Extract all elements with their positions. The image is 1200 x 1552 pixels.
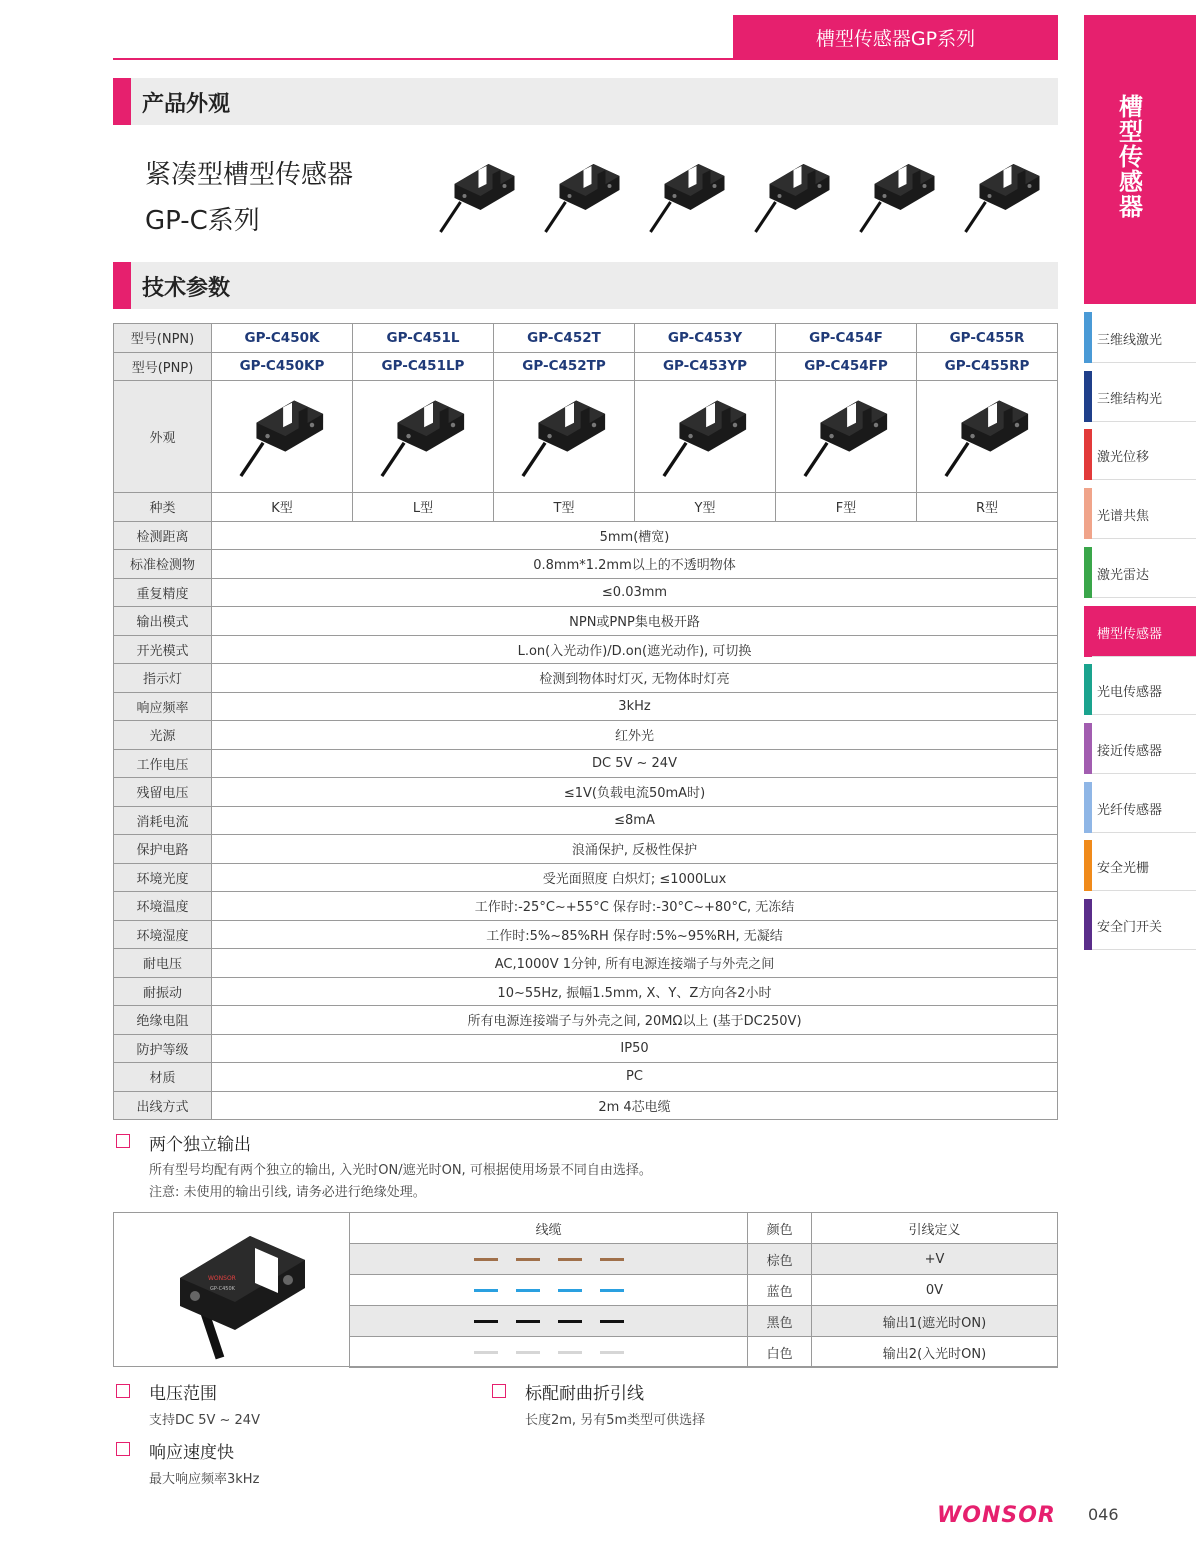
- spec-row: [114, 977, 1058, 1006]
- sidebar-color-strip: [1084, 488, 1092, 539]
- brand-logo: WONSOR: [937, 1503, 1056, 1528]
- spec-value: AC,1000V 1分钟, 所有电源连接端子与外壳之间: [212, 949, 1058, 978]
- spec-label: 耐电压: [114, 949, 212, 978]
- wire-table: [349, 1212, 1058, 1368]
- section-marker: [113, 78, 131, 125]
- wire-definition: +V: [811, 1244, 1057, 1275]
- spec-label: 残留电压: [114, 778, 212, 807]
- sensor-image: [640, 150, 735, 244]
- spec-label: 环境湿度: [114, 920, 212, 949]
- sensor-image: [745, 150, 840, 244]
- type-label: 种类: [114, 493, 212, 522]
- spec-value: 工作时:5%~85%RH 保存时:5%~95%RH, 无凝结: [212, 920, 1058, 949]
- wire-row: [350, 1275, 1058, 1306]
- spec-row: [114, 892, 1058, 921]
- pnp-label: 型号(PNP): [114, 352, 212, 381]
- sidebar-item-label: 光纤传感器: [1097, 802, 1163, 818]
- spec-label: 保护电路: [114, 835, 212, 864]
- wire-dash: [474, 1320, 498, 1323]
- pnp-model: GP-C454FP: [776, 352, 917, 381]
- spec-value: IP50: [212, 1034, 1058, 1063]
- spec-value: 10~55Hz, 振幅1.5mm, X、Y、Z方向各2小时: [212, 977, 1058, 1006]
- spec-row: [114, 1091, 1058, 1120]
- spec-value: 0.8mm*1.2mm以上的不透明物体: [212, 550, 1058, 579]
- spec-label: 检测距离: [114, 521, 212, 550]
- wire-swatch: [350, 1275, 748, 1306]
- sidebar-item[interactable]: [1084, 664, 1196, 715]
- appearance-image: [494, 381, 635, 493]
- spec-value: 3kHz: [212, 692, 1058, 721]
- spec-label: 出线方式: [114, 1091, 212, 1120]
- spec-value: 工作时:-25°C~+55°C 保存时:-30°C~+80°C, 无冻结: [212, 892, 1058, 921]
- wire-header: 引线定义: [811, 1213, 1057, 1244]
- spec-value: PC: [212, 1063, 1058, 1092]
- wire-color: 白色: [748, 1337, 812, 1368]
- sidebar-item-label: 三维结构光: [1097, 391, 1163, 407]
- wire-definition: 输出1(遮光时ON): [811, 1306, 1057, 1337]
- sidebar-color-strip: [1084, 312, 1092, 363]
- wire-row: [350, 1244, 1058, 1275]
- svg-text:WONSOR: WONSOR: [208, 1275, 236, 1282]
- outputs-desc: 所有型号均配有两个独立的输出, 入光时ON/遮光时ON, 可根据使用场景不同自由选择。: [149, 1163, 652, 1178]
- section-title: 技术参数: [142, 276, 231, 301]
- spec-label: 响应频率: [114, 692, 212, 721]
- wire-row: [350, 1306, 1058, 1337]
- sensor-image: [955, 150, 1050, 244]
- spec-label: 光源: [114, 721, 212, 750]
- sidebar-item-label: 激光位移: [1097, 450, 1150, 466]
- spec-row: [114, 749, 1058, 778]
- spec-value: DC 5V ~ 24V: [212, 749, 1058, 778]
- appearance-label: 外观: [114, 381, 212, 493]
- spec-label: 消耗电流: [114, 806, 212, 835]
- appearance-image: [917, 381, 1058, 493]
- spec-value: 受光面照度 白炽灯; ≤1000Lux: [212, 863, 1058, 892]
- sidebar-item-label: 安全光栅: [1097, 861, 1150, 877]
- voltage-title: 电压范围: [149, 1384, 217, 1404]
- svg-text:GP-C450K: GP-C450K: [210, 1286, 235, 1292]
- sidebar-item[interactable]: [1084, 312, 1196, 363]
- speed-text: 最大响应频率3kHz: [149, 1472, 260, 1487]
- spec-value: ≤0.03mm: [212, 578, 1058, 607]
- type-cell: Y型: [635, 493, 776, 522]
- wire-dash: [474, 1289, 498, 1292]
- sidebar-item-label: 三维线激光: [1097, 333, 1163, 348]
- sidebar-item[interactable]: [1084, 723, 1196, 774]
- wire-header: 颜色: [748, 1213, 812, 1244]
- spec-label: 环境温度: [114, 892, 212, 921]
- spec-label: 环境光度: [114, 863, 212, 892]
- checkbox-icon: [116, 1442, 130, 1456]
- wire-dash: [600, 1258, 624, 1261]
- spec-row: [114, 550, 1058, 579]
- spec-row: [114, 949, 1058, 978]
- pnp-model: GP-C453YP: [635, 352, 776, 381]
- product-series: GP-C系列: [145, 206, 260, 236]
- sensor-photo: [160, 1218, 320, 1363]
- sidebar-item-label: 光电传感器: [1097, 685, 1163, 701]
- section-title: 产品外观: [142, 92, 231, 117]
- sensor-image: [850, 150, 945, 244]
- type-cell: F型: [776, 493, 917, 522]
- spec-row: [114, 863, 1058, 892]
- spec-value: 红外光: [212, 721, 1058, 750]
- type-cell: T型: [494, 493, 635, 522]
- appearance-image: [635, 381, 776, 493]
- sidebar-color-strip: [1084, 429, 1092, 480]
- spec-row: [114, 692, 1058, 721]
- type-cell: K型: [212, 493, 353, 522]
- spec-label: 工作电压: [114, 749, 212, 778]
- spec-label: 绝缘电阻: [114, 1006, 212, 1035]
- spec-value: NPN或PNP集电极开路: [212, 607, 1058, 636]
- sensor-image: [430, 150, 525, 244]
- spec-label: 防护等级: [114, 1034, 212, 1063]
- sidebar-item[interactable]: [1084, 782, 1196, 833]
- appearance-image: [776, 381, 917, 493]
- cable-text: 长度2m, 另有5m类型可供选择: [525, 1413, 706, 1428]
- sidebar-item[interactable]: [1084, 899, 1196, 950]
- checkbox-icon: [492, 1384, 506, 1398]
- sidebar-item-label: 激光雷达: [1097, 567, 1150, 583]
- sidebar-item-label: 光谱共焦: [1097, 509, 1150, 525]
- speed-title: 响应速度快: [149, 1443, 234, 1463]
- wire-dash: [558, 1320, 582, 1323]
- sidebar-item[interactable]: [1084, 488, 1196, 539]
- sidebar-color-strip: [1084, 371, 1092, 422]
- spec-value: 2m 4芯电缆: [212, 1091, 1058, 1120]
- wire-dash: [558, 1351, 582, 1354]
- wire-color: 棕色: [748, 1244, 812, 1275]
- series-tab: 槽型传感器GP系列: [733, 15, 1058, 59]
- spec-row: [114, 721, 1058, 750]
- appearance-image: [353, 381, 494, 493]
- spec-value: 所有电源连接端子与外壳之间, 20MΩ以上 (基于DC250V): [212, 1006, 1058, 1035]
- wire-dash: [516, 1258, 540, 1261]
- sidebar-color-strip: [1084, 723, 1092, 774]
- wire-dash: [516, 1289, 540, 1292]
- spec-table: [113, 323, 1058, 1120]
- wire-swatch: [350, 1306, 748, 1337]
- sidebar-color-strip: [1084, 899, 1092, 950]
- sidebar-item[interactable]: [1084, 606, 1196, 657]
- pnp-model: GP-C455RP: [917, 352, 1058, 381]
- spec-row: [114, 920, 1058, 949]
- wire-swatch: [350, 1337, 748, 1368]
- sidebar-item[interactable]: [1084, 371, 1196, 422]
- appearance-image: [212, 381, 353, 493]
- spec-value: ≤8mA: [212, 806, 1058, 835]
- outputs-title: 两个独立输出: [149, 1135, 251, 1155]
- spec-row: [114, 806, 1058, 835]
- sidebar-item[interactable]: [1084, 547, 1196, 598]
- pnp-model: GP-C450KP: [212, 352, 353, 381]
- spec-row: [114, 521, 1058, 550]
- wire-dash: [600, 1320, 624, 1323]
- spec-label: 重复精度: [114, 578, 212, 607]
- spec-value: 检测到物体时灯灭, 无物体时灯亮: [212, 664, 1058, 693]
- spec-label: 输出模式: [114, 607, 212, 636]
- checkbox-icon: [116, 1134, 130, 1148]
- spec-row: [114, 1034, 1058, 1063]
- cable-title: 标配耐曲折引线: [525, 1384, 644, 1404]
- sidebar-item-label: 安全门开关: [1097, 920, 1163, 935]
- spec-value: L.on(入光动作)/D.on(遮光动作), 可切换: [212, 635, 1058, 664]
- section-appearance: [113, 78, 1058, 125]
- voltage-text: 支持DC 5V ~ 24V: [149, 1413, 260, 1428]
- wire-dash: [474, 1351, 498, 1354]
- sensor-image: [535, 150, 630, 244]
- npn-model: GP-C455R: [917, 324, 1058, 353]
- sidebar-color-strip: [1084, 547, 1092, 598]
- npn-model: GP-C450K: [212, 324, 353, 353]
- spec-row: [114, 664, 1058, 693]
- wire-dash: [558, 1258, 582, 1261]
- type-cell: R型: [917, 493, 1058, 522]
- outputs-note: 注意: 未使用的输出引线, 请务必进行绝缘处理。: [149, 1185, 426, 1200]
- sidebar-item-label: 接近传感器: [1097, 743, 1163, 759]
- sidebar-item[interactable]: [1084, 840, 1196, 891]
- product-title: 紧凑型槽型传感器: [145, 160, 354, 190]
- sidebar-color-strip: [1084, 782, 1092, 833]
- page-number: 046: [1088, 1505, 1119, 1524]
- wire-color: 蓝色: [748, 1275, 812, 1306]
- sidebar-color-strip: [1084, 664, 1092, 715]
- spec-label: 开光模式: [114, 635, 212, 664]
- spec-value: 5mm(槽宽): [212, 521, 1058, 550]
- wire-definition: 0V: [811, 1275, 1057, 1306]
- spec-value: 浪涌保护, 反极性保护: [212, 835, 1058, 864]
- pnp-model: GP-C452TP: [494, 352, 635, 381]
- spec-label: 耐振动: [114, 977, 212, 1006]
- spec-row: [114, 1006, 1058, 1035]
- wire-header: 线缆: [350, 1213, 748, 1244]
- sidebar-item-label: 槽型传感器: [1097, 626, 1163, 642]
- spec-label: 材质: [114, 1063, 212, 1092]
- wire-row: [350, 1337, 1058, 1368]
- npn-model: GP-C453Y: [635, 324, 776, 353]
- checkbox-icon: [116, 1384, 130, 1398]
- spec-row: [114, 778, 1058, 807]
- spec-row: [114, 578, 1058, 607]
- wire-dash: [558, 1289, 582, 1292]
- npn-label: 型号(NPN): [114, 324, 212, 353]
- spec-label: 标准检测物: [114, 550, 212, 579]
- sidebar-color-strip: [1084, 606, 1092, 657]
- wire-dash: [600, 1289, 624, 1292]
- spec-value: ≤1V(负载电流50mA时): [212, 778, 1058, 807]
- section-marker: [113, 262, 131, 309]
- spec-row: [114, 835, 1058, 864]
- wire-definition: 输出2(入光时ON): [811, 1337, 1057, 1368]
- sidebar-color-strip: [1084, 840, 1092, 891]
- spec-row: [114, 607, 1058, 636]
- spec-label: 指示灯: [114, 664, 212, 693]
- section-tech: [113, 262, 1058, 309]
- npn-model: GP-C451L: [353, 324, 494, 353]
- spec-row: [114, 1063, 1058, 1092]
- wire-swatch: [350, 1244, 748, 1275]
- wire-dash: [516, 1320, 540, 1323]
- wire-dash: [600, 1351, 624, 1354]
- spec-row: [114, 635, 1058, 664]
- sidebar-header-title: 槽型传感器: [1119, 93, 1143, 221]
- sidebar-item[interactable]: [1084, 429, 1196, 480]
- npn-model: GP-C454F: [776, 324, 917, 353]
- wire-dash: [516, 1351, 540, 1354]
- wire-color: 黑色: [748, 1306, 812, 1337]
- npn-model: GP-C452T: [494, 324, 635, 353]
- pnp-model: GP-C451LP: [353, 352, 494, 381]
- type-cell: L型: [353, 493, 494, 522]
- wire-dash: [474, 1258, 498, 1261]
